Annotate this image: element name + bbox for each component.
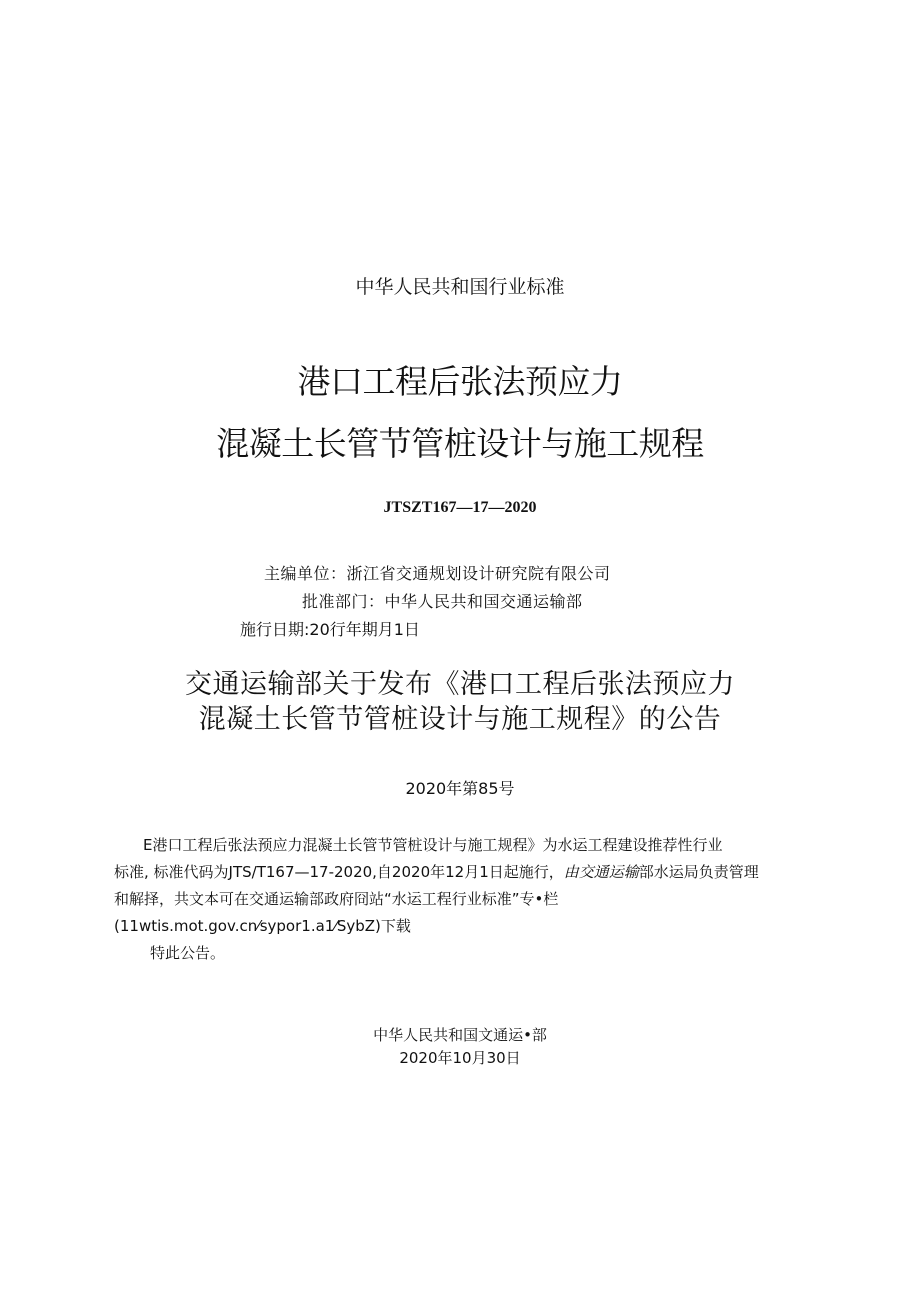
standard-label: 中华人民共和国行业标准 xyxy=(355,276,565,298)
notice-paragraph-line-2 xyxy=(114,861,759,882)
notice-title-line-1: 交通运输部关于发布《港口工程后张法预应力 xyxy=(185,669,735,700)
paragraph-line-2-start: 标准, 标准代码为JTS/T167—17-2020,自2020年12月1日起施行， xyxy=(114,863,564,881)
editor-unit: 主编单位：浙江省交通规划设计研究院有限公司 xyxy=(264,564,611,583)
signature-date: 2020年10月30日 xyxy=(399,1049,521,1067)
standard-code: JTSZT167—17—2020 xyxy=(383,499,537,516)
paragraph-line-2-italic: 由交通运输 xyxy=(563,863,639,881)
paragraph-line-2-end: 部水运局负责管理 xyxy=(638,863,759,881)
notice-title-line-2: 混凝土长管节管桩设计与施工规程》的公告 xyxy=(198,704,722,735)
signature: 中华人民共和国文通运•部 xyxy=(373,1026,547,1044)
notice-paragraph-line-1: E港口工程后张法预应力混凝土长管节管桩设计与施工规程》为水运工程建设推荐性行业 xyxy=(143,836,723,854)
notice-closing: 特此公告。 xyxy=(150,944,226,962)
effective-date: 施行日期:20行年期月1日 xyxy=(240,620,420,639)
notice-number: 2020年第85号 xyxy=(405,779,515,798)
document-title-line-1: 港口工程后张法预应力 xyxy=(297,362,623,401)
notice-paragraph-line-3: 和解择，共文本可在交通运输部政府冏站“水运工程行业标准”专•栏 xyxy=(114,890,559,908)
approval-department: 批准部门：中华人民共和国交通运输部 xyxy=(302,592,583,611)
notice-paragraph-line-4: (11wtis.mot.gov.cn⁄sypor1.a1⁄SybZ)下载 xyxy=(114,917,411,935)
document-title-line-2: 混凝土长管节管桩设计与施工规程 xyxy=(216,424,704,463)
